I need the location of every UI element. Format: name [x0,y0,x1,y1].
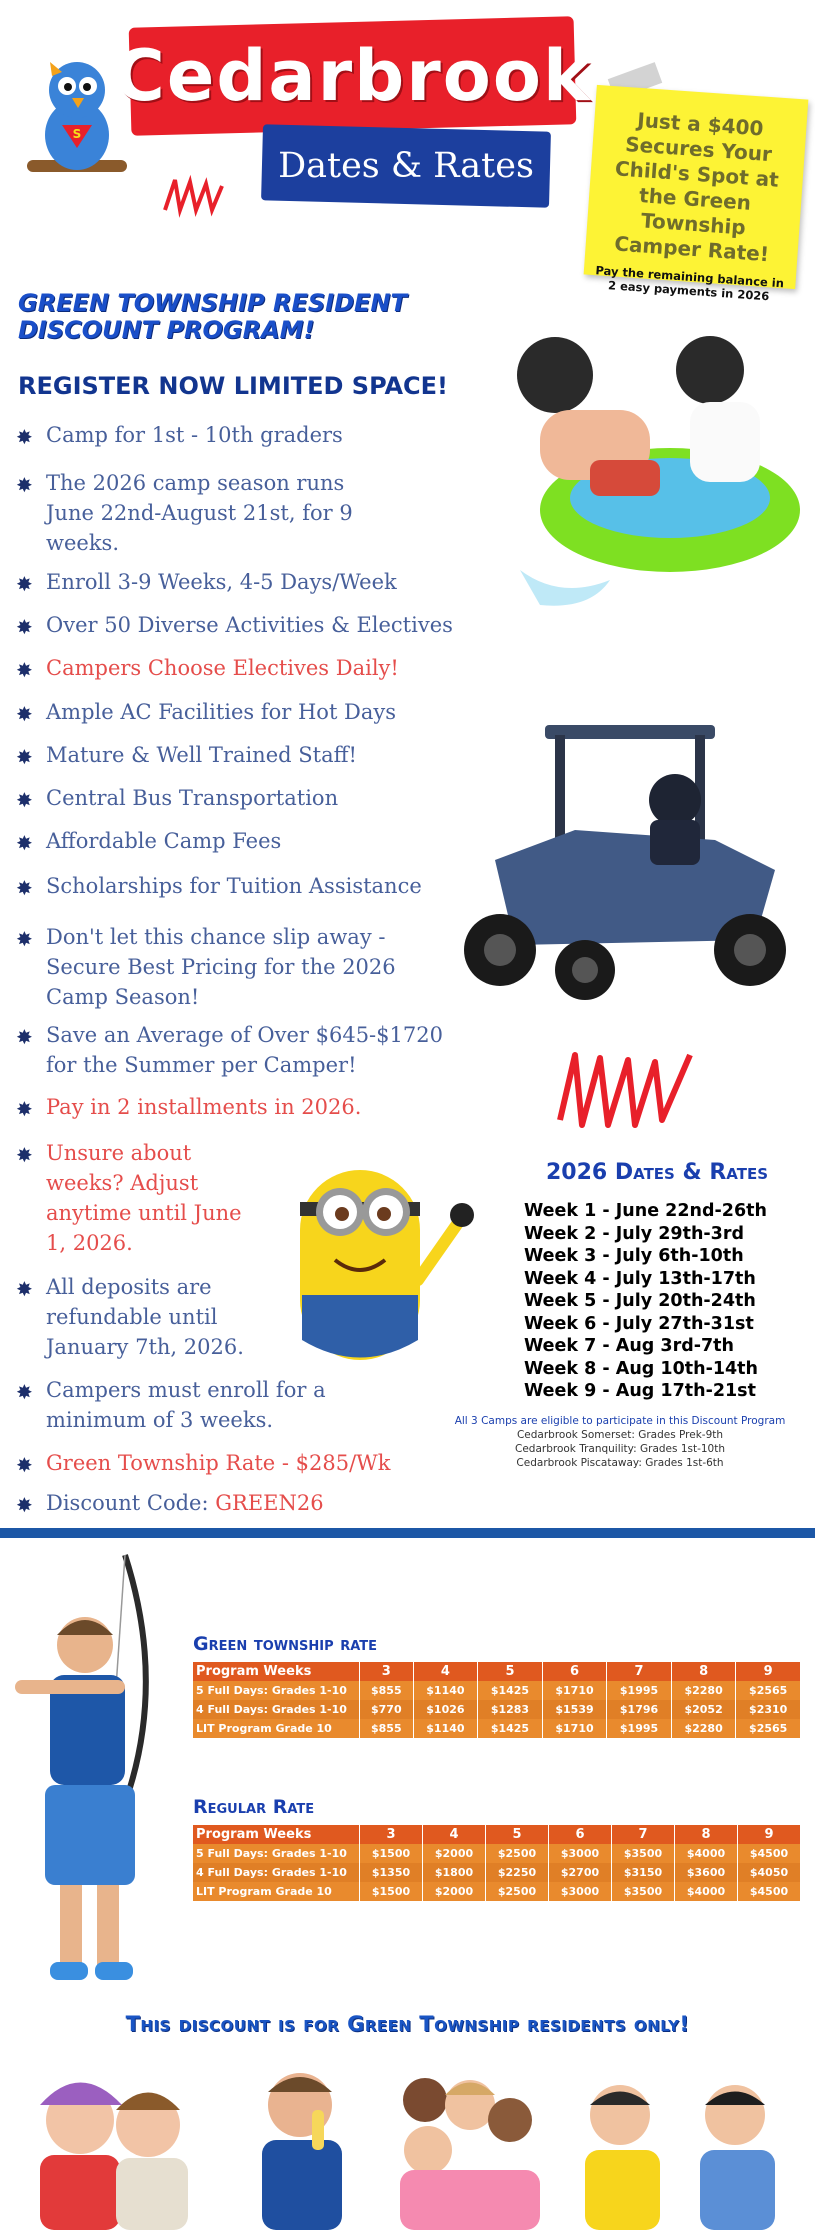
dates-title: 2026 Dates & Rates [545,1160,769,1185]
camp-grade: Cedarbrook Piscataway: Grades 1st-6th [516,1457,724,1469]
star-bullet-icon: ✸ [16,876,33,900]
list-item: ✸ Save an Average of Over $645-$1720 for the Summer per Camper! [16,1023,443,1077]
regular-rate-title: Regular Rate [193,1796,315,1818]
star-bullet-icon: ✸ [16,473,33,497]
list-item: ✸ Camp for 1st - 10th graders [16,420,476,452]
star-bullet-icon: ✸ [16,572,33,596]
table-header-row: Program Weeks 3 4 5 6 7 8 9 [193,1662,801,1681]
table-row: 4 Full Days: Grades 1-10 $770 $1026 $1283 $1539 $1796 $2052 $2310 [193,1700,801,1719]
star-bullet-icon: ✸ [16,788,33,812]
star-bullet-icon: ✸ [16,425,33,449]
kids-pool-photo [500,330,805,620]
star-bullet-icon: ✸ [16,1143,33,1167]
table-row: LIT Program Grade 10 $855 $1140 $1425 $1710 $1995 $2280 $2565 [193,1719,801,1738]
star-bullet-icon: ✸ [16,1277,33,1301]
scribble-decoration-icon [550,1040,700,1140]
eligibility-note [430,1414,810,1470]
discount-code: GREEN26 [215,1491,324,1515]
week-item: Week 1 - June 22nd-26th [524,1201,767,1221]
list-item: ✸ Enroll 3-9 Weeks, 4-5 Days/Week [16,567,476,599]
camp-grade: Cedarbrook Somerset: Grades Prek-9th [516,1429,724,1441]
star-bullet-icon: ✸ [16,745,33,769]
star-bullet-icon: ✸ [16,831,33,855]
table-row: 5 Full Days: Grades 1-10 $855 $1140 $1425 $1710 $1995 $2280 $2565 [193,1681,801,1700]
star-bullet-icon: ✸ [16,1453,33,1477]
list-item: ✸ Campers Choose Electives Daily! [16,653,476,685]
star-bullet-icon: ✸ [16,1025,33,1049]
week-item: Week 7 - Aug 3rd-7th [524,1336,734,1356]
deposit-note-small: Pay the remaining balance in 2 easy payments in 2026 [595,263,785,304]
list-item: ✸ The 2026 camp season runs June 22nd-August 21st, for 9 weeks. [16,471,353,555]
program-title: GREEN TOWNSHIP RESIDENT DISCOUNT PROGRAM! [18,289,407,344]
svg-text:S: S [72,127,82,141]
register-heading: REGISTER NOW LIMITED SPACE! [18,372,448,400]
week-item: Week 6 - July 27th-31st [524,1313,754,1334]
list-item: ✸ Campers must enroll for a minimum of 3 weeks. [16,1378,326,1432]
table-row: 5 Full Days: Grades 1-10 $1500 $2000 $2500 $3000 $3500 $4000 $4500 [193,1844,801,1863]
week-item: Week 5 - July 20th-24th [524,1291,756,1311]
table-row: LIT Program Grade 10 $1500 $2000 $2500 $3000 $3500 $4000 $4500 [193,1882,801,1901]
star-bullet-icon: ✸ [16,658,33,682]
star-bullet-icon: ✸ [16,1097,33,1121]
list-item: ✸ Pay in 2 installments in 2026. [16,1092,476,1124]
list-item: ✸ All deposits are refundable until January 7th, 2026. [16,1275,244,1359]
scribble-decoration-icon [160,170,230,220]
list-item: ✸ Mature & Well Trained Staff! [16,740,476,772]
go-kart-photo [455,720,795,1010]
campers-photo-strip [30,2050,790,2230]
list-item: ✸ Don't let this chance slip away - Secure Best Pricing for the 2026 Camp Season! [16,925,396,1009]
list-item: ✸ Green Township Rate - $285/Wk [16,1448,476,1480]
camp-grade: Cedarbrook Tranquility: Grades 1st-10th [514,1443,726,1455]
table-row: 4 Full Days: Grades 1-10 $1350 $1800 $2250 $2700 $3150 $3600 $4050 [193,1863,801,1882]
star-bullet-icon: ✸ [16,702,33,726]
archer-photo [5,1550,175,2000]
green-rate-title: Green township rate [193,1633,378,1655]
list-item: ✸ Over 50 Diverse Activities & Electives [16,610,496,642]
deposit-note-main: Just a $400 Secures Your Child's Spot at the Green Township Camper Rate! [613,107,780,267]
deposit-note [584,85,809,304]
star-bullet-icon: ✸ [16,615,33,639]
star-bullet-icon: ✸ [16,927,33,951]
page-title: Cedarbrook [113,35,592,117]
residents-only-banner: This discount is for Green Township residents only! [125,2012,690,2036]
minion-illustration [290,1160,490,1380]
eligibility-text: All 3 Camps are eligible to participate in this Discount Program [454,1415,786,1427]
week-item: Week 4 - July 13th-17th [524,1268,756,1289]
star-bullet-icon: ✸ [16,1380,33,1404]
list-item: ✸ Affordable Camp Fees [16,826,476,858]
week-item: Week 3 - July 6th-10th [524,1246,744,1266]
page-subtitle: Dates & Rates [278,146,534,186]
list-item: ✸ Unsure about weeks? Adjust anytime until June 1, 2026. [16,1141,242,1255]
week-item: Week 9 - Aug 17th-21st [524,1381,756,1401]
list-item: ✸ Scholarships for Tuition Assistance [16,871,476,903]
week-item: Week 2 - July 29th-3rd [524,1223,745,1244]
week-list [524,1200,767,1403]
section-divider [0,1528,815,1538]
list-item: ✸ Central Bus Transportation [16,783,476,815]
green-rate-table [193,1662,801,1738]
week-item: Week 8 - Aug 10th-14th [524,1358,759,1379]
table-header-row: Program Weeks 3 4 5 6 7 8 9 [193,1825,801,1844]
list-item: ✸ Discount Code: GREEN26 [16,1488,476,1520]
star-bullet-icon: ✸ [16,1493,33,1517]
list-item: ✸ Ample AC Facilities for Hot Days [16,697,476,729]
regular-rate-table [193,1825,801,1901]
